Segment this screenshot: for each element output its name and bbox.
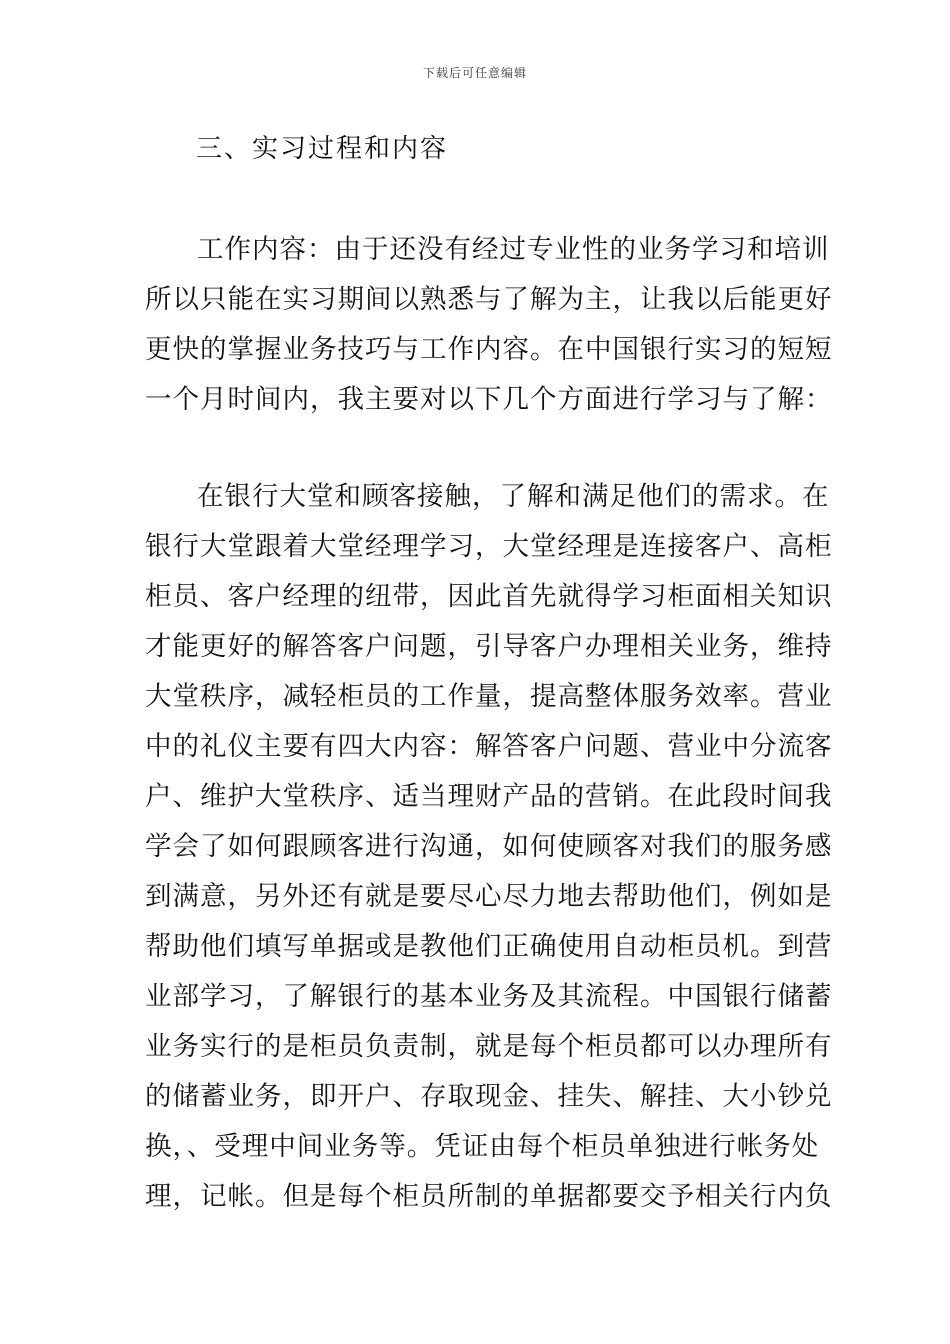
paragraph-line: 到满意，另外还有就是要尽心尽力地去帮助他们，例如是 [145, 881, 833, 912]
paragraph-line: 换，、受理中间业务等。凭证由每个柜员单独进行帐务处 [145, 1131, 820, 1162]
paragraph-line: 所以只能在实习期间以熟悉与了解为主，让我以后能更好 [145, 284, 833, 315]
paragraph-line: 大堂秩序，减轻柜员的工作量，提高整体服务效率。营业 [145, 681, 833, 712]
paragraph-line: 才能更好的解答客户问题，引导客户办理相关业务，维持 [145, 631, 833, 662]
paragraph-line: 在银行大堂和顾客接触，了解和满足他们的需求。在 [197, 481, 830, 512]
paragraph-line: 业务实行的是柜员负责制，就是每个柜员都可以办理所有 [145, 1031, 833, 1062]
paragraph-line: 一个月时间内，我主要对以下几个方面进行学习与了解： [145, 384, 833, 415]
section-heading: 三、实习过程和内容 [196, 134, 449, 164]
paragraph-line: 更快的掌握业务技巧与工作内容。在中国银行实习的短短 [145, 334, 833, 365]
paragraph-work-content [145, 225, 833, 425]
paragraph-line: 银行大堂跟着大堂经理学习，大堂经理是连接客户、高柜 [145, 531, 833, 562]
paragraph-line: 中的礼仪主要有四大内容：解答客户问题、营业中分流客 [145, 731, 833, 762]
paragraph-line: 的储蓄业务，即开户、存取现金、挂失、解挂、大小钞兑 [145, 1081, 833, 1112]
paragraph-line: 理，记帐。但是每个柜员所制的单据都要交予相关行内负 [145, 1181, 833, 1212]
paragraph-line: 柜员、客户经理的纽带，因此首先就得学习柜面相关知识 [145, 581, 833, 612]
paragraph-line: 业部学习，了解银行的基本业务及其流程。中国银行储蓄 [145, 981, 833, 1012]
page-header: 下载后可任意编辑 [422, 66, 527, 80]
paragraph-lobby [145, 472, 833, 1222]
paragraph-line: 帮助他们填写单据或是教他们正确使用自动柜员机。到营 [145, 931, 833, 962]
paragraph-line: 学会了如何跟顾客进行沟通，如何使顾客对我们的服务感 [145, 831, 833, 862]
paragraph-line: 户、维护大堂秩序、适当理财产品的营销。在此段时间我 [145, 781, 833, 812]
paragraph-line: 工作内容：由于还没有经过专业性的业务学习和培训 [197, 234, 830, 265]
